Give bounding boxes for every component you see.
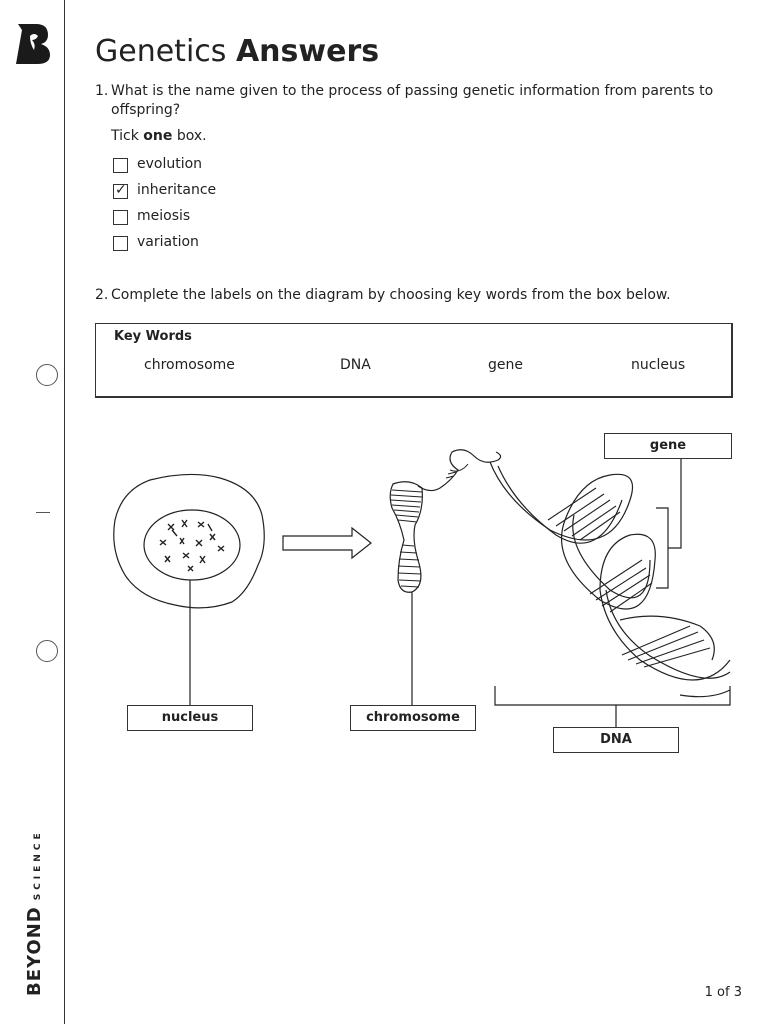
label-dna: DNA: [553, 727, 679, 753]
checkbox-meiosis[interactable]: [113, 210, 128, 225]
option-label: variation: [137, 234, 199, 250]
question-1-instruction: [111, 128, 207, 144]
key-word-nucleus: nucleus: [631, 357, 686, 373]
question-1-number: 1.: [95, 83, 109, 99]
dna-helix: [490, 462, 730, 697]
arrow: [283, 528, 371, 558]
instruction-prefix: Tick: [111, 128, 139, 144]
key-word-chromosome: chromosome: [144, 357, 235, 373]
page-title: [95, 34, 379, 69]
chromosome-bands: [391, 490, 422, 587]
option-label: meiosis: [137, 208, 191, 224]
title-bold: Answers: [235, 34, 380, 69]
label-gene: gene: [604, 433, 732, 459]
option-label: inheritance: [137, 182, 217, 198]
beyond-logo-icon: [14, 22, 52, 66]
question-2-text: Complete the labels on the diagram by choosing key words from the box below.: [111, 287, 671, 303]
instruction-suffix: box.: [176, 128, 207, 144]
dna-bracket: [495, 686, 730, 705]
chromosome-outline: [390, 482, 422, 593]
fold-mark: [36, 512, 50, 513]
key-word-dna: DNA: [340, 357, 371, 373]
brand-vertical: [24, 829, 45, 996]
margin-line: [64, 0, 65, 1024]
key-words-title: Key Words: [114, 329, 192, 344]
gene-bracket: [656, 508, 668, 588]
key-words-box: [95, 323, 733, 398]
instruction-bold: one: [143, 128, 173, 144]
checkmark-icon: ✓: [115, 182, 127, 198]
question-2: [95, 286, 735, 305]
title-light: Genetics: [95, 34, 227, 69]
label-chromosome: chromosome: [350, 705, 476, 731]
cell-outline: [114, 474, 265, 607]
brand-tagline: SCIENCE: [33, 829, 43, 901]
question-2-number: 2.: [95, 287, 109, 303]
option-label: evolution: [137, 156, 203, 172]
checkbox-evolution[interactable]: [113, 158, 128, 173]
label-nucleus: nucleus: [127, 705, 253, 731]
dna-base-pairs: [548, 488, 710, 667]
nucleus-chromosomes: [160, 520, 224, 571]
chromosome-strand: [418, 450, 501, 491]
binder-hole-bottom: [36, 640, 58, 662]
question-1: [95, 82, 715, 120]
question-1-text-line1: What is the name given to the process of passing genetic information from parents to: [111, 83, 714, 99]
brand-name: BEYOND: [24, 906, 45, 996]
key-word-gene: gene: [488, 357, 523, 373]
nucleus-shape: [144, 510, 240, 580]
gene-leader: [668, 458, 681, 548]
binder-hole-top: [36, 364, 58, 386]
question-1-text-line2: offspring?: [111, 102, 181, 118]
checkbox-inheritance[interactable]: [113, 184, 128, 199]
page-number: 1 of 3: [704, 985, 742, 1000]
checkbox-variation[interactable]: [113, 236, 128, 251]
